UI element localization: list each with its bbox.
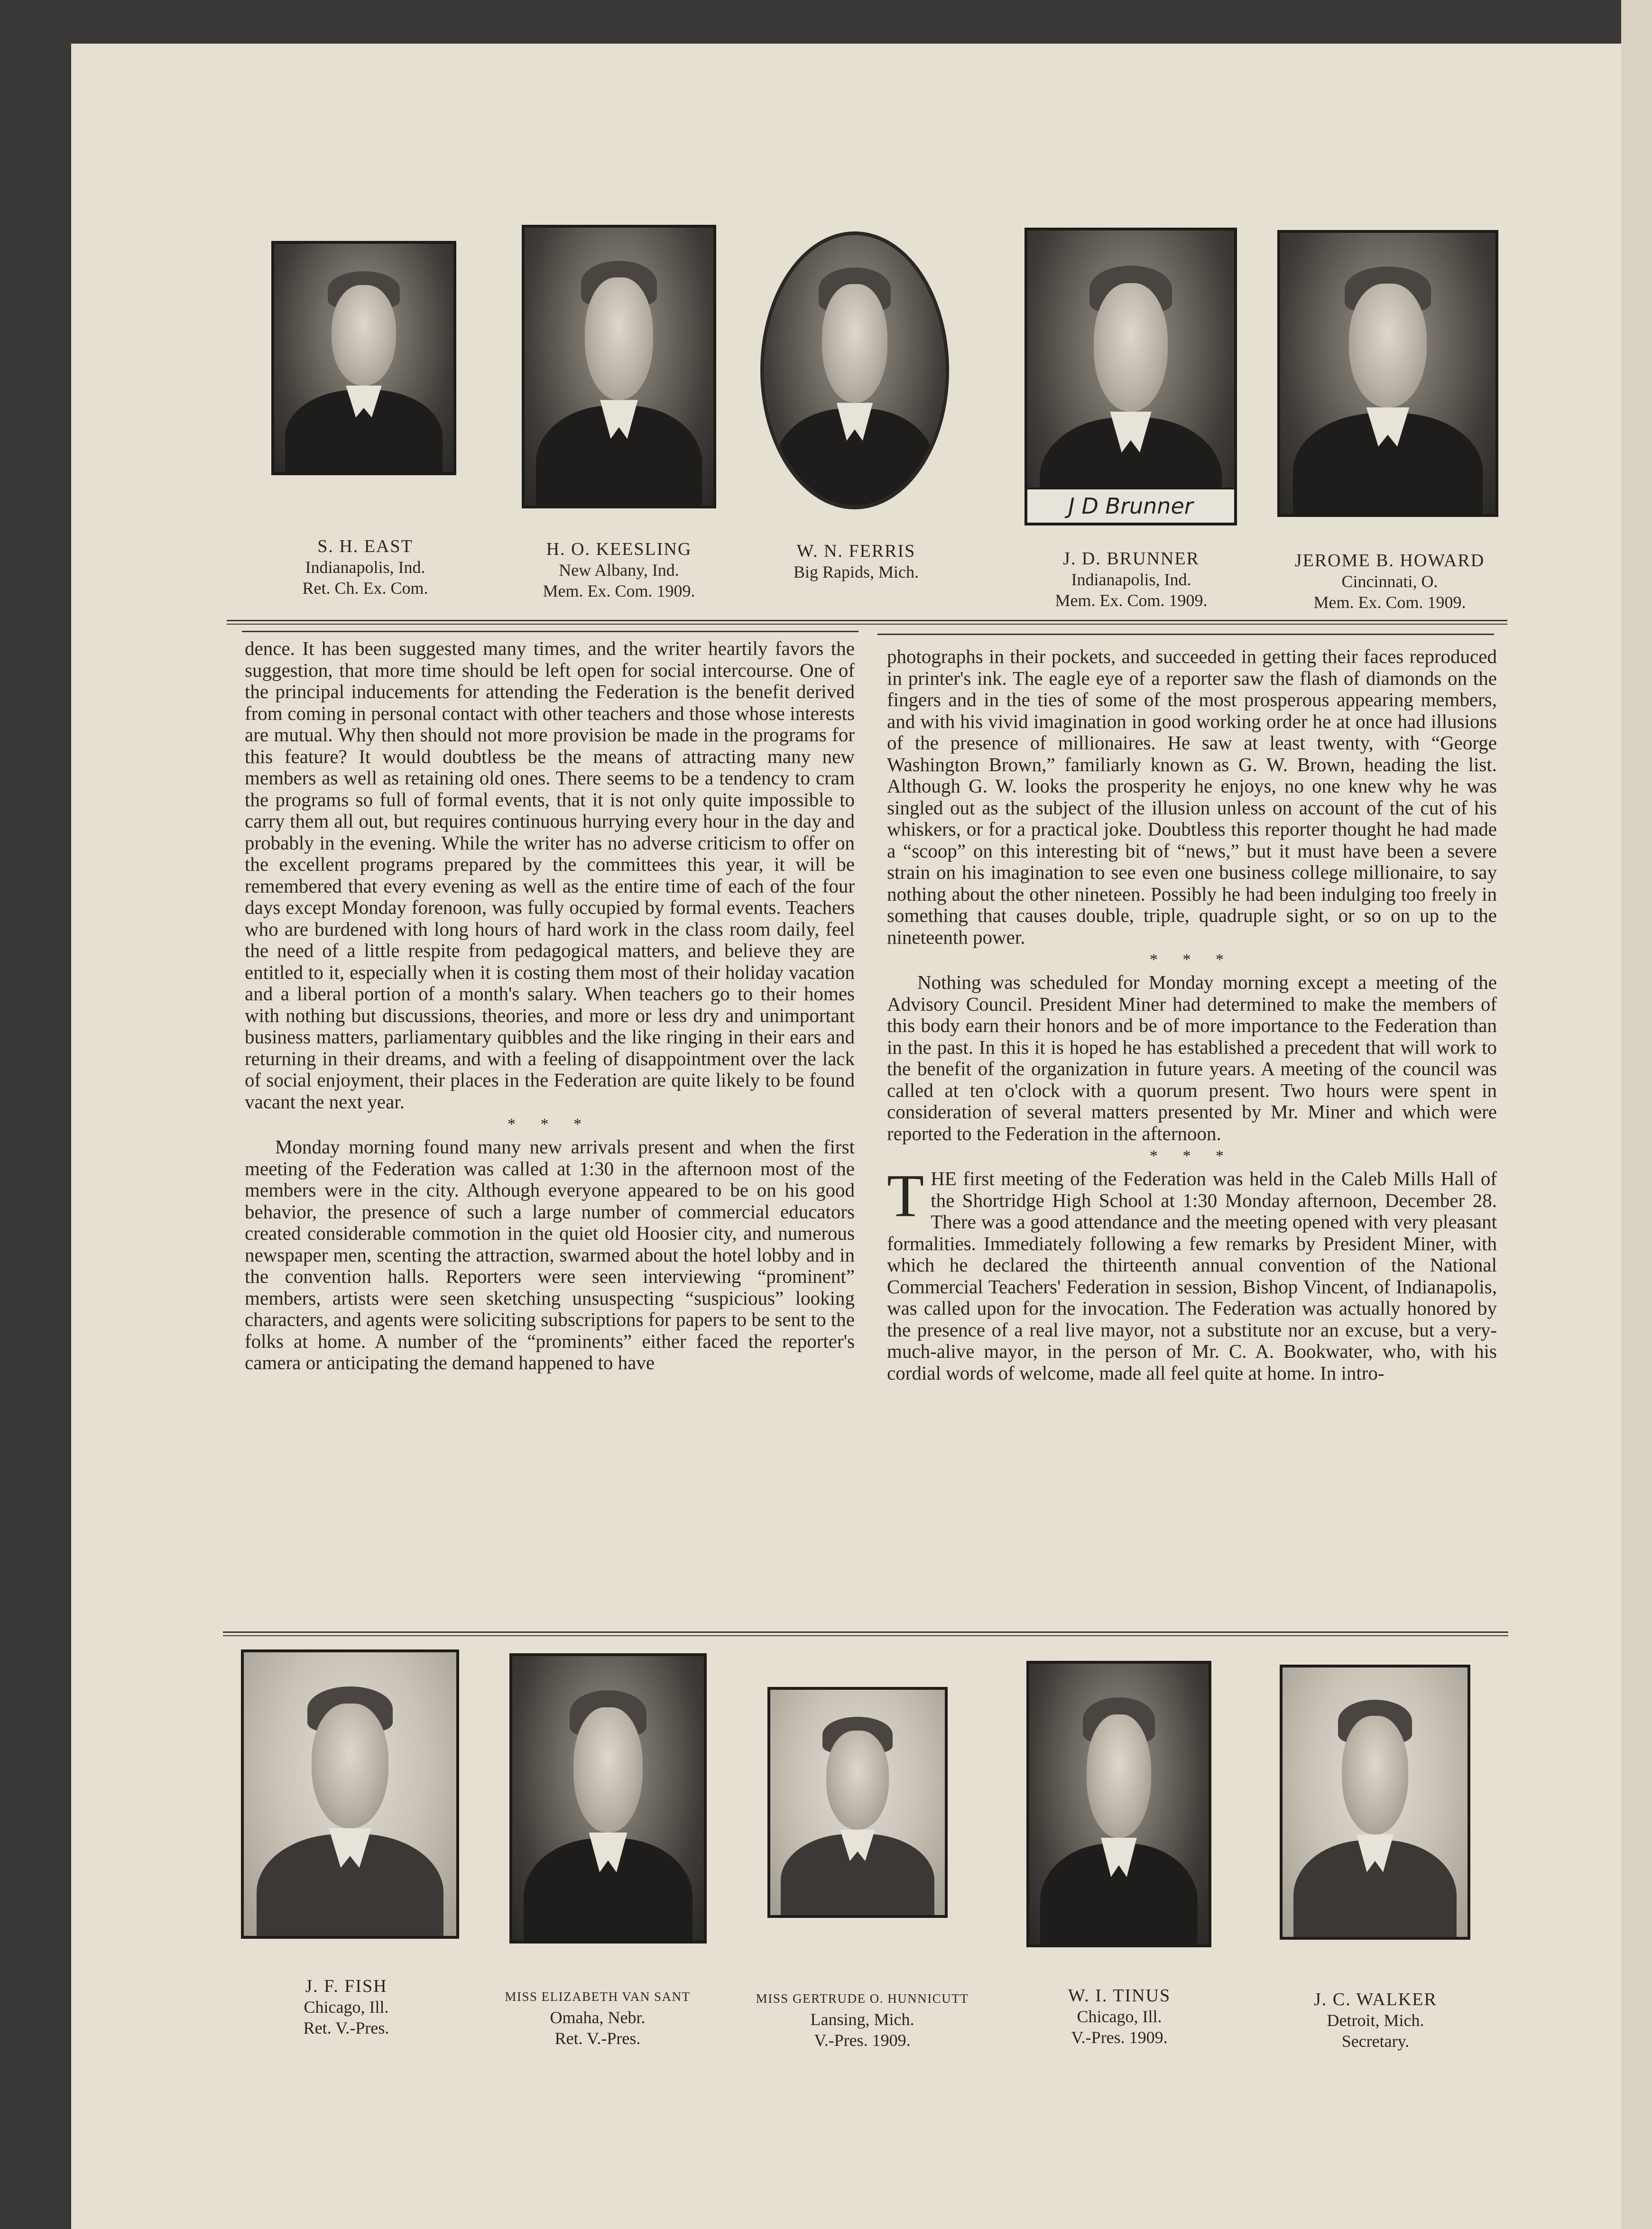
paragraph: photographs in their pockets, and succeeded in getting their faces reproduced in printer's ink. The eagle eye of a reporter saw the flash of diamonds on the fingers and in the ties of some of the most prosperous appearing members, and with his vivid imagination in good working order he at once had illusions of the presence of millionaires. He saw at least twenty, with “George Washington Brown,” familiarly known as G. W. Brown, heading the list. Although G. W. looks the prosperity he enjoys, no one knew why he was singled out as the subject of the illusion unless on account of the cut of his whiskers, or for a practical joke. Doubtless this reporter thought he had made a “scoop” on this interesting bit of “news,” but it must have been a severe strain on his imagination to see even one business college millionaire, to say nothing about the other nineteen. Possibly he had been indulging too freely in something that causes double, triple, quadruple sight, or so on up to the nineteenth power. — [887, 645, 1497, 948]
caption-name: S. H. EAST — [317, 536, 413, 556]
portrait-h-o-keesling — [522, 225, 716, 508]
caption-name: W. N. FERRIS — [796, 541, 916, 561]
caption-name: J. F. FISH — [305, 1976, 388, 1996]
caption-role: Mem. Ex. Com. 1909. — [1313, 593, 1466, 612]
caption-name: H. O. KEESLING — [546, 539, 692, 559]
paragraph: Nothing was scheduled for Monday morning except a meeting of the Advisory Council. President Miner had determined to make the members of this body earn their honors and be of more importance to the Federation than in the past. In this it is hoped he has established a precedent that will work to the benefit of the organization in future years. A meeting of the council was called at ten o'clock with a quorum present. Two hours were spent in consideration of several matters presented by Mr. Miner and which were reported to the Federation in the afternoon. — [887, 971, 1497, 1144]
caption-city: New Albany, Ind. — [559, 561, 679, 580]
caption-w-n-ferris — [740, 541, 972, 582]
page-edge — [1621, 0, 1652, 2229]
portrait-j-c-walker — [1280, 1665, 1470, 1940]
caption-city: Cincinnati, O. — [1341, 572, 1438, 591]
portrait-w-i-tinus — [1026, 1661, 1211, 1947]
caption-name: JEROME B. HOWARD — [1294, 551, 1485, 571]
paragraph-with-dropcap — [887, 1162, 1497, 1384]
caption-jerome-b-howard — [1257, 550, 1523, 613]
section-separator: * * * — [1150, 1147, 1234, 1165]
caption-role: Mem. Ex. Com. 1909. — [1055, 591, 1208, 610]
caption-role: V.-Pres. 1909. — [814, 2031, 911, 2050]
signature-brunner: J D Brunner — [1027, 488, 1234, 523]
portrait-j-f-fish — [241, 1649, 459, 1939]
portrait-elizabeth-van-sant — [509, 1653, 707, 1943]
portrait-w-n-ferris — [760, 231, 949, 509]
column-rule-right — [877, 634, 1494, 635]
caption-role: Ret. V.-Pres. — [303, 2018, 389, 2037]
caption-h-o-keesling — [498, 539, 740, 601]
caption-role: Ret. Ch. Ex. Com. — [302, 579, 428, 598]
caption-name: J. C. WALKER — [1314, 1990, 1437, 2009]
portrait-gertrude-o-hunnicutt — [767, 1687, 948, 1918]
caption-city: Detroit, Mich. — [1327, 2011, 1424, 2030]
article-left-column — [245, 638, 855, 1374]
caption-j-d-brunner — [1010, 548, 1252, 611]
paragraph: dence. It has been suggested many times, and the writer heartily favors the suggestion, that more time should be left open for social intercourse. One of the principal inducements for attending the Federation is the benefit derived from coming in personal contact with other teachers and those whose interests are mutual. Why then should not more provision be made in the programs for this feature? It would doubtless be the means of attracting many new members as well as retaining old ones. There seems to be a tendency to cram the programs so full of formal events, that it is not only quite impossible to carry them all out, but requires continuous hurrying every hour in the day and probably in the evening. While the writer has no adverse criticism to offer on the excellent programs prepared by the committees this year, it will be remembered that every evening as well as the entire time of each of the four days except Monday forenoon, was fully occupied by formal events. Teachers who are burdened with long hours of hard work in the class room daily, feel the need of a little respite from pedagogical matters, and believe they are entitled to it, especially when it is costing them most of their holiday vacation and a liberal portion of a month's salary. When teachers go to their homes with nothing but discussions, theories, and more or less dry and unimportant business matters, parliamentary quibbles and the like ringing in their ears and returning in their dreams, and with a feeling of disappointment over the lack of social enjoyment, their places in the Federation are quite likely to be found vacant the next year. — [245, 637, 855, 1113]
caption-gertrude-o-hunnicutt — [729, 1988, 995, 2051]
portrait-jerome-b-howard — [1277, 230, 1498, 517]
caption-city: Chicago, Ill. — [304, 1998, 389, 2017]
paragraph-text: HE first meeting of the Federation was held in the Caleb Mills Hall of the Shortridge High School at 1:30 Monday afternoon, December 28. There was a good attendance and the meeting opened with very pleasant formalities. Immediately following a few remarks by President Miner, with which he declared the thirteenth annual convention of the National Commercial Teachers' Federation in session, Bishop Vincent, of Indianapolis, was called upon for the invocation. The Federation was actually honored by the presence of a real live mayor, not a substitute nor an excuse, but a very-much-alive mayor, in the person of Mr. C. A. Bookwater, who, with his cordial words of welcome, made all feel quite at home. In intro- — [887, 1168, 1497, 1384]
caption-elizabeth-van-sant — [474, 1986, 721, 2049]
caption-j-f-fish — [228, 1976, 465, 2038]
caption-role: Secretary. — [1341, 2032, 1410, 2051]
article-right-column — [887, 646, 1497, 1384]
paragraph: Monday morning found many new arrivals present and when the first meeting of the Federation was called at 1:30 in the afternoon most of the members were in the city. Although everyone appeared to be on his good behavior, the presence of such a large number of commercial educators created considerable commotion in the quiet old Hoosier city, and numerous newspaper men, scenting the attraction, swarmed about the hotel lobby and in the convention halls. Reporters were seen interviewing “prominent” members, artists were seen sketching unsuspecting “suspicious” looking characters, and agents were soliciting subscriptions for papers to be sent to the folks at home. A number of the “prominents” either faced the reporter's camera or anticipating the demand happened to have — [245, 1136, 855, 1373]
caption-role: V.-Pres. 1909. — [1071, 2028, 1168, 2047]
caption-name: J. D. BRUNNER — [1063, 549, 1200, 569]
caption-name: MISS GERTRUDE O. HUNNICUTT — [756, 1991, 969, 2006]
caption-w-i-tinus — [1001, 1985, 1238, 2048]
column-rule-left — [242, 631, 858, 632]
caption-role: Mem. Ex. Com. 1909. — [543, 581, 695, 600]
section-separator: * * * — [1150, 951, 1234, 968]
top-divider-rule — [227, 620, 1507, 621]
caption-city: Indianapolis, Ind. — [305, 558, 425, 577]
portrait-s-h-east — [271, 241, 456, 475]
caption-j-c-walker — [1257, 1989, 1494, 2052]
section-separator: * * * — [508, 1115, 592, 1133]
caption-name: W. I. TINUS — [1068, 1986, 1171, 2006]
caption-role: Ret. V.-Pres. — [554, 2029, 641, 2048]
caption-city: Chicago, Ill. — [1077, 2007, 1162, 2026]
caption-city: Indianapolis, Ind. — [1071, 570, 1191, 589]
bottom-divider-rule — [223, 1631, 1508, 1633]
portrait-j-d-brunner — [1024, 228, 1237, 525]
caption-city: Big Rapids, Mich. — [793, 562, 919, 581]
caption-name: MISS ELIZABETH VAN SANT — [505, 1990, 691, 2004]
caption-city: Lansing, Mich. — [810, 2010, 914, 2029]
caption-s-h-east — [247, 536, 484, 599]
drop-cap: T — [887, 1162, 924, 1229]
caption-city: Omaha, Nebr. — [550, 2008, 646, 2027]
